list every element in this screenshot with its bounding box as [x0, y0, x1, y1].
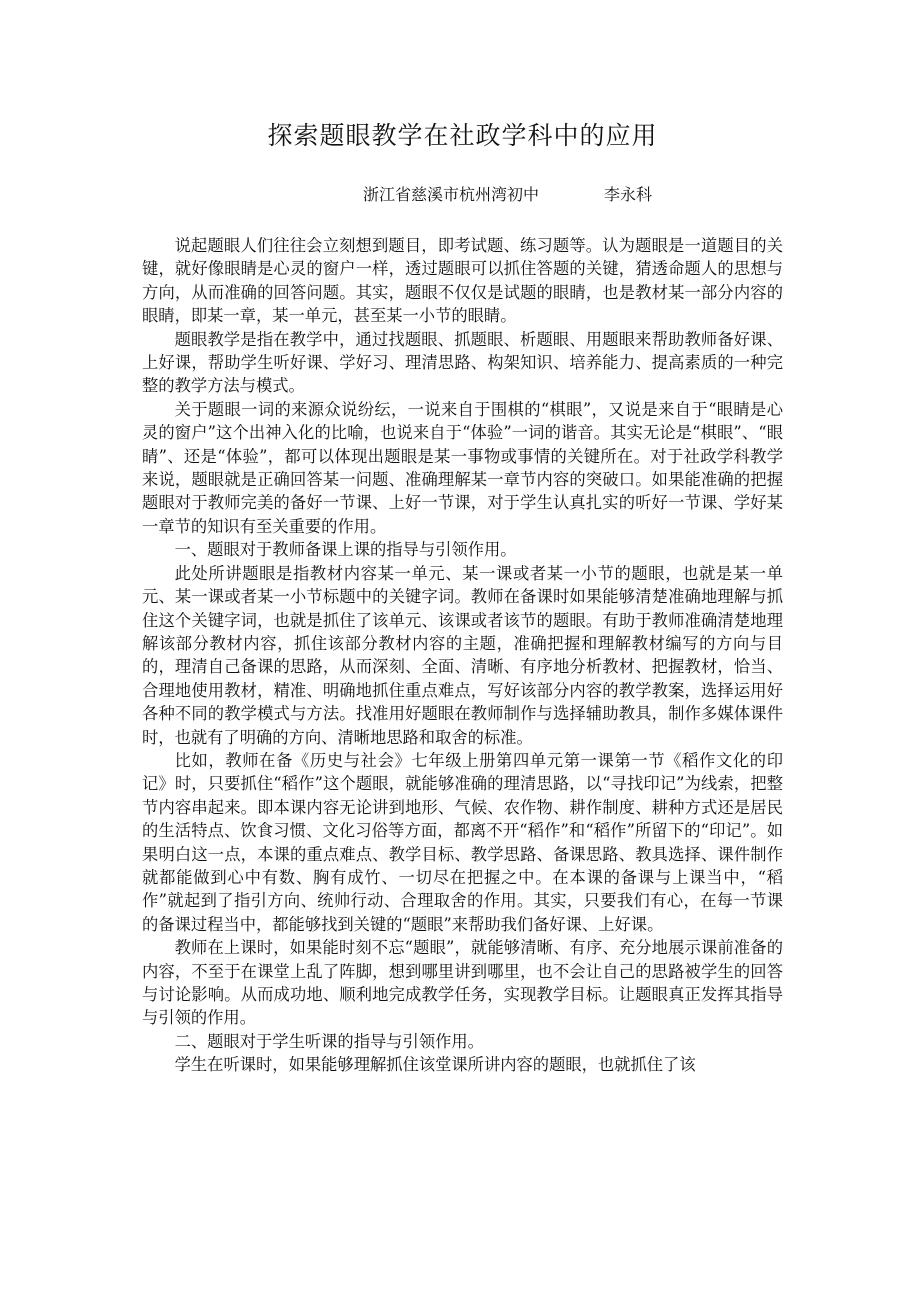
section-heading: 二、题眼对于学生听课的指导与引领作用。 [174, 1031, 484, 1051]
paragraph: 关于题眼一词的来源众说纷纭，一说来自于围棋的“棋眼”，又说是来自于“眼睛是心灵的窗户”这个出神入化的比喻，也说来自于“体验”一词的谐音。其实无论是“棋眼”、“眼睛”、还是“体验”，都可以体现出题眼是某一事物或事情的关键所在。对于社政学科教学来说，题眼就是正确回答某一问题、准确理解某一章节内容的突破口。如果能准确的把握题眼对于教师完美的备好一节课、上好一节课，对于学生认真扎实的听好一节课、学好某一章节的知识有至关重要的作用。 [142, 399, 783, 536]
paragraph: 题眼教学是指在教学中，通过找题眼、抓题眼、析题眼、用题眼来帮助教师备好课、上好课，帮助学生听好课、学好习、理清思路、构架知识、培养能力、提高素质的一种完整的教学方法与模式。 [142, 329, 783, 396]
author-line [142, 177, 783, 213]
document-page [142, 0, 783, 1077]
paragraph: 比如，教师在备《历史与社会》七年级上册第四单元第一课第一节《稻作文化的印记》时，只要抓住“稻作”这个题眼，就能够准确的理清思路，以“寻找印记”为线索，把整节内容串起来。即本课内容无论讲到地形、气候、农作物、耕作制度、耕种方式还是居民的生活特点、饮食习惯、文化习俗等方面，都离不开“稻作”和“稻作”所留下的“印记”。如果明白这一点，本课的重点难点、教学目标、教学思路、备课思路、教具选择、课件制作就都能做到心中有数、胸有成竹、一切尽在把握之中。在本课的备课与上课当中，“稻作”就起到了指引方向、统帅行动、合理取舍的作用。其实，只要我们有心，在每一节课的备课过程当中，都能够找到关键的“题眼”来帮助我们备好课、上好课。 [142, 750, 783, 934]
paragraph: 说起题眼人们往往会立刻想到题目，即考试题、练习题等。认为题眼是一道题目的关键，就好像眼睛是心灵的窗户一样，透过题眼可以抓住答题的关键，猜透命题人的思想与方向，从而准确的回答问题。其实，题眼不仅仅是试题的眼睛，也是教材某一部分内容的眼睛，即某一章，某一单元，甚至某一小节的眼睛。 [142, 236, 783, 326]
author-name: 李永科 [604, 185, 653, 204]
document-title: 探索题眼教学在社政学科中的应用 [267, 121, 658, 150]
paragraph: 教师在上课时，如果能时刻不忘“题眼”，就能够清晰、有序、充分地展示课前准备的内容，不至于在课堂上乱了阵脚，想到哪里讲到哪里，也不会让自己的思路被学生的回答与讨论影响。从而成功地、顺利地完成教学任务，实现教学目标。让题眼真正发挥其指导与引领的作用。 [142, 938, 783, 1028]
paragraph: 此处所讲题眼是指教材内容某一单元、某一课或者某一小节的题眼，也就是某一单元、某一课或者某一小节标题中的关键字词。教师在备课时如果能够清楚准确地理解与抓住这个关键字词，也就是抓住了该单元、该课或者该节的题眼。有助于教师准确清楚地理解该部分教材内容，抓住该部分教材内容的主题，准确把握和理解教材编写的方向与目的，理清自己备课的思路，从而深刻、全面、清晰、有序地分析教材、把握教材，恰当、合理地使用教材，精准、明确地抓住重点难点，写好该部分内容的教学教案，选择运用好各种不同的教学模式与方法。找准用好题眼在教师制作与选择辅助教具，制作多媒体课件时，也就有了明确的方向、清晰地思路和取舍的标准。 [142, 563, 783, 747]
paragraph: 学生在听课时，如果能够理解抓住该堂课所讲内容的题眼，也就抓住了该 [174, 1055, 696, 1075]
author-organization: 浙江省慈溪市杭州湾初中 [363, 185, 540, 204]
document-body [142, 234, 783, 1077]
section-heading: 一、题眼对于教师备课上课的指导与引领作用。 [174, 540, 517, 560]
